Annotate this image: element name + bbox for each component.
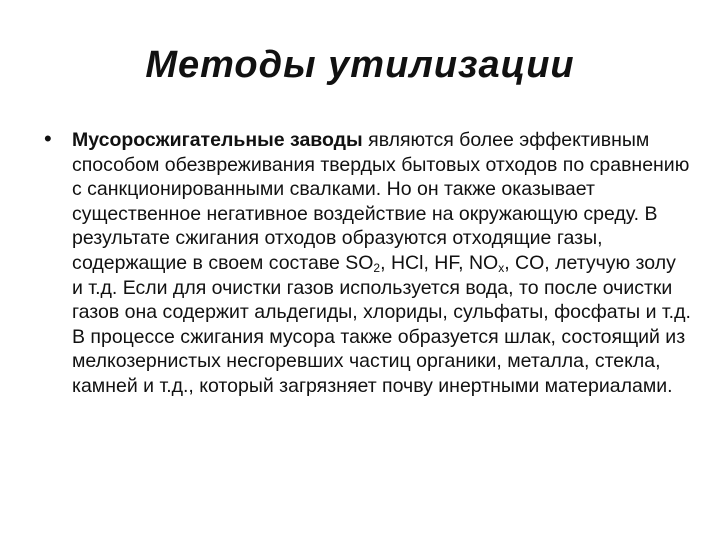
bullet-paragraph — [72, 128, 692, 399]
bullet-marker: • — [44, 126, 52, 151]
subscript-so2: 2 — [373, 260, 381, 275]
bullet-list — [44, 126, 691, 399]
slide-title: Методы утилизации — [145, 44, 575, 86]
paragraph-text-1: являются более эффективным способом обезвреживания твердых бытовых отходов по сравнению с санкционированными свалками. Но он также оказывает существенное негативное воздействие на окружающую среду. В результате сжигания отходов образуются отходящие газы, содержащие в своем составе SO — [72, 129, 690, 274]
paragraph-lead: Мусоросжигательные заводы — [72, 129, 363, 151]
subscript-nox: x — [498, 260, 505, 275]
paragraph-text-3: , CO, летучую золу и т.д. Если для очистки газов используется вода, то после очистки газов она содержит альдегиды, хлориды, сульфаты, фосфаты и т.д. В процессе сжигания мусора также образуется шлак, состоящий из мелкозернистых несгоревших частиц органики, металла, стекла, камней и т.д., который загрязняет почву инертными материалами. — [72, 251, 691, 397]
paragraph-text-2: , HCl, HF, NO — [380, 251, 499, 274]
